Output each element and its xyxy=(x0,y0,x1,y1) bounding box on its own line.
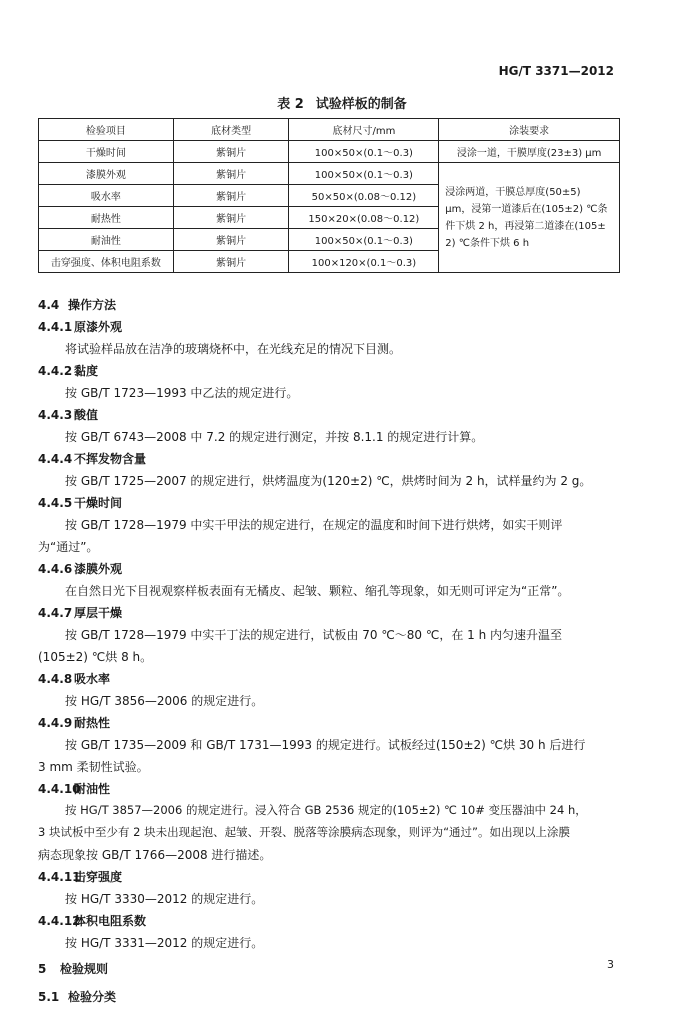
paragraph: 按 HG/T 3857—2006 的规定进行。浸入符合 GB 2536 规定的(105±2) ℃ 10# 变压器油中 24 h， xyxy=(65,803,587,817)
heading-5: 5 检验规则 xyxy=(38,962,109,976)
cell-material: 紫铜片 xyxy=(173,185,289,207)
cell-size: 100×50×(0.1～0.3) xyxy=(289,163,439,185)
heading-5-1: 5.1 检验分类 xyxy=(38,990,117,1004)
cell-size: 100×50×(0.1～0.3) xyxy=(289,141,439,163)
column-header: 底材类型 xyxy=(173,119,289,141)
paragraph: 按 GB/T 1723—1993 中乙法的规定进行。 xyxy=(65,386,299,400)
paragraph-continued: 3 mm 柔韧性试验。 xyxy=(38,760,149,774)
cell-material: 紫铜片 xyxy=(173,163,289,185)
cell-size: 50×50×(0.08～0.12) xyxy=(289,185,439,207)
cell-item: 干燥时间 xyxy=(39,141,174,163)
cell-item: 漆膜外观 xyxy=(39,163,174,185)
table-caption-number: 表 2 xyxy=(277,97,304,112)
paragraph: 按 HG/T 3330—2012 的规定进行。 xyxy=(65,892,264,906)
paragraph-continued: (105±2) ℃烘 8 h。 xyxy=(38,650,153,664)
paragraph: 按 GB/T 1728—1979 中实干甲法的规定进行，在规定的温度和时间下进行烘烤，如实干则评 xyxy=(65,518,563,532)
paragraph-continued: 3 块试板中至少有 2 块未出现起泡、起皱、开裂、脱落等涂膜病态现象，则评为“通过”。如出现以上涂膜 xyxy=(38,825,571,839)
cell-size: 150×20×(0.08～0.12) xyxy=(289,207,439,229)
heading-4-4-12: 4.4.12体积电阻系数 xyxy=(38,914,147,928)
column-header: 检验项目 xyxy=(39,119,174,141)
cell-req-merged xyxy=(439,163,620,273)
cell-size: 100×120×(0.1～0.3) xyxy=(289,251,439,273)
req-line: μm，浸第一道漆后在(105±2) ℃条 xyxy=(445,203,608,215)
req-line: 浸涂两道，干膜总厚度(50±5) xyxy=(445,186,581,198)
paragraph: 按 HG/T 3331—2012 的规定进行。 xyxy=(65,936,264,950)
heading-4-4-2: 4.4.2 黏度 xyxy=(38,364,99,378)
req-line: 件下烘 2 h，再浸第二道漆在(105± xyxy=(445,220,606,232)
heading-4-4-11: 4.4.11击穿强度 xyxy=(38,870,123,884)
paragraph: 按 HG/T 3856—2006 的规定进行。 xyxy=(65,694,264,708)
cell-material: 紫铜片 xyxy=(173,251,289,273)
cell-material: 紫铜片 xyxy=(173,207,289,229)
heading-4-4: 4.4 操作方法 xyxy=(38,298,117,312)
paragraph: 按 GB/T 6743—2008 中 7.2 的规定进行测定，并按 8.1.1 的规定进行计算。 xyxy=(65,430,484,444)
heading-4-4-1: 4.4.1 原漆外观 xyxy=(38,320,123,334)
cell-material: 紫铜片 xyxy=(173,141,289,163)
paragraph: 按 GB/T 1725—2007 的规定进行，烘烤温度为(120±2) ℃，烘烤时间为 2 h，试样量约为 2 g。 xyxy=(65,474,592,488)
cell-item: 击穿强度、体积电阻系数 xyxy=(39,251,174,273)
paragraph: 在自然日光下目视观察样板表面有无橘皮、起皱、颗粒、缩孔等现象，如无则可评定为“正常”。 xyxy=(65,584,570,598)
cell-size: 100×50×(0.1～0.3) xyxy=(289,229,439,251)
cell-item: 耐热性 xyxy=(39,207,174,229)
cell-item: 吸水率 xyxy=(39,185,174,207)
cell-item: 耐油性 xyxy=(39,229,174,251)
heading-4-4-7: 4.4.7 厚层干燥 xyxy=(38,606,123,620)
heading-4-4-10: 4.4.10耐油性 xyxy=(38,782,111,796)
paragraph-continued: 病态现象按 GB/T 1766—2008 进行描述。 xyxy=(38,848,272,862)
paragraph: 按 GB/T 1735—2009 和 GB/T 1731—1993 的规定进行。试板经过(150±2) ℃烘 30 h 后进行 xyxy=(65,738,586,752)
standard-code: HG/T 3371—2012 xyxy=(498,64,614,78)
table-row xyxy=(39,141,620,163)
page-number: 3 xyxy=(607,958,614,971)
heading-4-4-9: 4.4.9 耐热性 xyxy=(38,716,111,730)
cell-req: 浸涂一道，干膜厚度(23±3) μm xyxy=(439,141,620,163)
heading-4-4-8: 4.4.8 吸水率 xyxy=(38,672,111,686)
table-row xyxy=(39,163,620,185)
paragraph: 按 GB/T 1728—1979 中实干丁法的规定进行，试板由 70 ℃～80 ℃，在 1 h 内匀速升温至 xyxy=(65,628,563,642)
specimen-table xyxy=(38,118,620,273)
table-caption-title: 试验样板的制备 xyxy=(315,97,407,112)
table-caption xyxy=(0,93,684,112)
paragraph: 将试验样品放在洁净的玻璃烧杯中，在光线充足的情况下目测。 xyxy=(65,342,402,356)
column-header: 涂装要求 xyxy=(439,119,620,141)
heading-4-4-3: 4.4.3 酸值 xyxy=(38,408,99,422)
table-header-row xyxy=(39,119,620,141)
paragraph-continued: 为“通过”。 xyxy=(38,540,99,554)
heading-4-4-4: 4.4.4 不挥发物含量 xyxy=(38,452,147,466)
cell-material: 紫铜片 xyxy=(173,229,289,251)
column-header: 底材尺寸/mm xyxy=(289,119,439,141)
req-line: 2) ℃条件下烘 6 h xyxy=(445,237,530,249)
heading-4-4-5: 4.4.5 干燥时间 xyxy=(38,496,123,510)
heading-4-4-6: 4.4.6 漆膜外观 xyxy=(38,562,123,576)
